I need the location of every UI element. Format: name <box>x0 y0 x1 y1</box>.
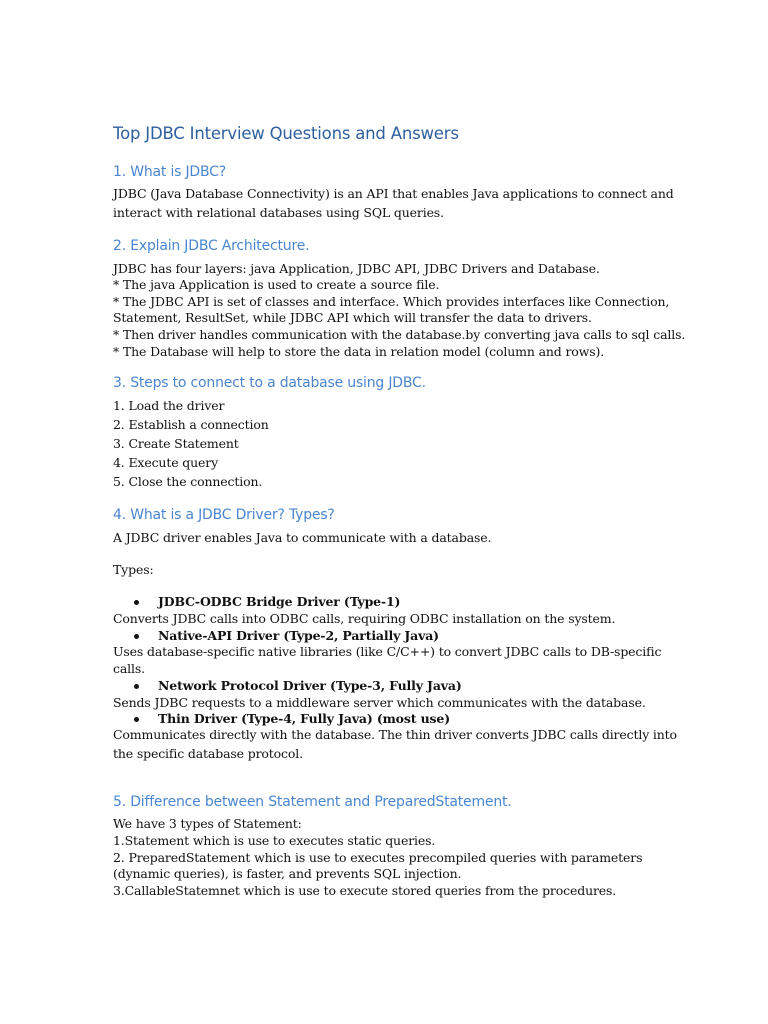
q3-step: 1. Load the driver <box>113 398 225 413</box>
bullet-icon <box>134 634 139 639</box>
q5-line: 3.CallableStatemnet which is use to execute stored queries from the procedures. <box>113 883 617 898</box>
q5-line: 1.Statement which is use to executes static queries. <box>113 833 436 848</box>
q3-step: 3. Create Statement <box>113 436 239 451</box>
q5-line: (dynamic queries), is faster, and prevents SQL injection. <box>113 866 462 881</box>
q2-line: * The Database will help to store the data in relation model (column and rows). <box>113 344 605 359</box>
bullet-icon <box>134 717 139 722</box>
q2-line: Statement, ResultSet, while JDBC API which will transfer the data to drivers. <box>113 310 592 325</box>
driver-name: Thin Driver (Type-4, Fully Java) (most use) <box>158 711 450 726</box>
q4-types-label: Types: <box>113 562 154 577</box>
driver-desc: Converts JDBC calls into ODBC calls, requiring ODBC installation on the system. <box>113 611 616 626</box>
q4-heading: 4. What is a JDBC Driver? Types? <box>113 507 335 523</box>
driver-desc: Communicates directly with the database. The thin driver converts JDBC calls directly into <box>113 727 677 742</box>
driver-desc: Uses database-specific native libraries (like C/C++) to convert JDBC calls to DB-specific <box>113 644 662 659</box>
q3-step: 5. Close the connection. <box>113 474 263 489</box>
driver-desc: Sends JDBC requests to a middleware server which communicates with the database. <box>113 695 646 710</box>
q3-heading: 3. Steps to connect to a database using JDBC. <box>113 375 426 391</box>
driver-desc: calls. <box>113 661 145 676</box>
q2-line: JDBC has four layers: java Application, JDBC API, JDBC Drivers and Database. <box>113 261 600 276</box>
bullet-icon <box>134 684 139 689</box>
driver-name: Native-API Driver (Type-2, Partially Java) <box>158 628 439 643</box>
q2-line: * The java Application is used to create a source file. <box>113 277 440 292</box>
q3-step: 2. Establish a connection <box>113 417 269 432</box>
document-title: Top JDBC Interview Questions and Answers <box>113 124 459 143</box>
q2-line: * The JDBC API is set of classes and interface. Which provides interfaces like Connection, <box>113 294 670 309</box>
q5-heading: 5. Difference between Statement and PreparedStatement. <box>113 794 512 810</box>
q5-line: We have 3 types of Statement: <box>113 816 302 831</box>
q2-heading: 2. Explain JDBC Architecture. <box>113 238 310 254</box>
q4-intro: A JDBC driver enables Java to communicate with a database. <box>113 530 492 545</box>
q3-step: 4. Execute query <box>113 455 219 470</box>
driver-name: JDBC-ODBC Bridge Driver (Type-1) <box>158 594 401 609</box>
q2-line: * Then driver handles communication with the database.by converting java calls to sql calls. <box>113 327 686 342</box>
q1-heading: 1. What is JDBC? <box>113 164 226 180</box>
q5-line: 2. PreparedStatement which is use to executes precompiled queries with parameters <box>113 850 643 865</box>
q1-line: JDBC (Java Database Connectivity) is an API that enables Java applications to connect and <box>113 186 674 201</box>
driver-name: Network Protocol Driver (Type-3, Fully Java) <box>158 678 462 693</box>
bullet-icon <box>134 600 139 605</box>
driver-desc: the specific database protocol. <box>113 746 303 761</box>
q1-line: interact with relational databases using SQL queries. <box>113 205 444 220</box>
